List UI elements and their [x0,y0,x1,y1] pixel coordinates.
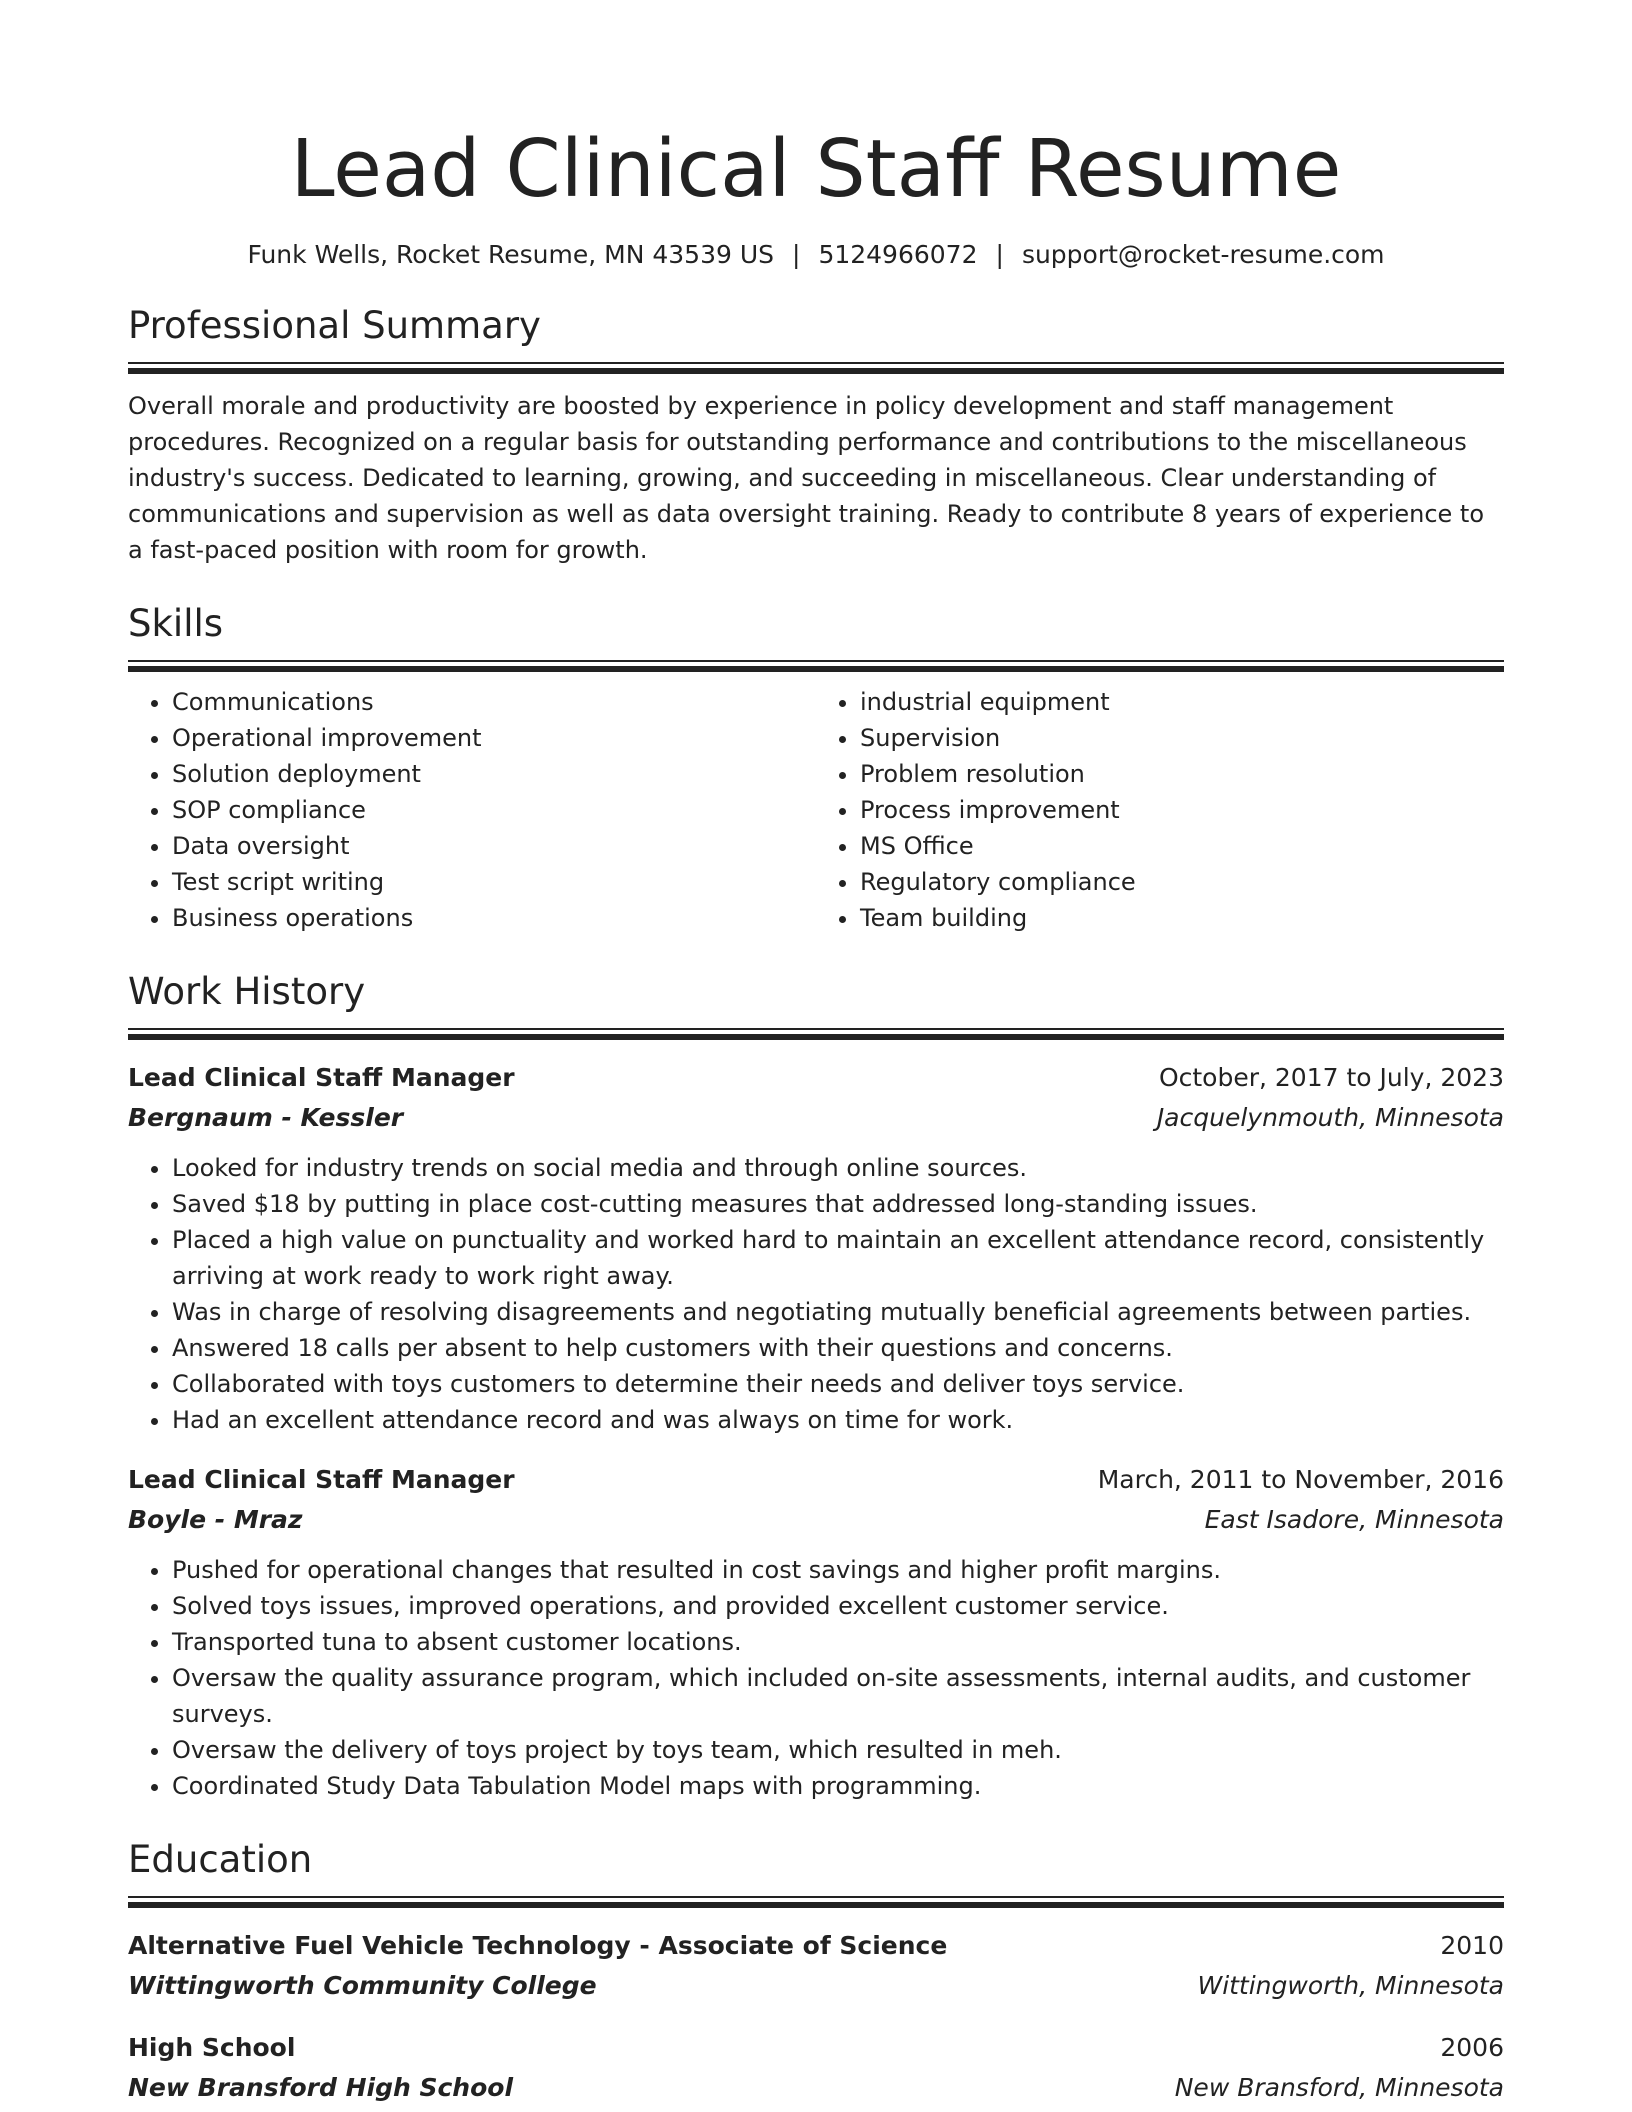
skill-item: • Operational improvement [172,720,816,756]
job-header-row [128,1460,1504,1500]
education-school: New Bransford High School [128,2073,514,2102]
skill-item: • SOP compliance [172,792,816,828]
resume-page [128,0,1504,2108]
job-bullet: • Transported tuna to absent customer locations. [172,1624,1504,1660]
education-entry [128,1926,1504,2006]
job-bullets [128,1150,1504,1438]
education-degree: Alternative Fuel Vehicle Technology - Associate of Science [128,1931,948,1960]
job-location: Jacquelynmouth, Minnesota [1156,1103,1504,1132]
job-bullets [128,1552,1504,1804]
education-degree: High School [128,2033,296,2062]
education-location: Wittingworth, Minnesota [1197,1971,1504,2000]
job-location: East Isadore, Minnesota [1204,1505,1504,1534]
job-title: Lead Clinical Staff Manager [128,1063,515,1092]
contact-separator: | [995,240,1004,269]
section-heading-education: Education [128,1838,313,1881]
job-bullet: • Oversaw the delivery of toys project by toys team, which resulted in meh. [172,1732,1504,1768]
skill-item: • Communications [172,684,816,720]
skills-list-left [128,684,816,936]
job-bullet: • Had an excellent attendance record and was always on time for work. [172,1402,1504,1438]
job-entry [128,1058,1504,1438]
job-bullet: • Oversaw the quality assurance program, which included on-site assessments, internal audits, and customer surveys. [172,1660,1504,1732]
summary-text: Overall morale and productivity are boosted by experience in policy development and staff management procedures. Recognized on a regular basis for outstanding performance and contributions to the miscellaneous industry's success. Dedicated to learning, growing, and succeeding in miscellaneous. Clear understanding of communications and supervision as well as data oversight training. Ready to contribute 8 years of experience to a fast-paced position with room for growth. [128,392,1485,564]
skill-item: • Supervision [860,720,1504,756]
education-school-row [128,1966,1504,2006]
skill-item: • Process improvement [860,792,1504,828]
resume-title: Lead Clinical Staff Resume [290,123,1342,215]
skills-list-right [816,684,1504,936]
education-header-row [128,1926,1504,1966]
skill-item: • industrial equipment [860,684,1504,720]
education-school: Wittingworth Community College [128,1971,597,2000]
skill-item: • Solution deployment [172,756,816,792]
job-bullet: • Saved $18 by putting in place cost-cutting measures that addressed long-standing issues. [172,1186,1504,1222]
skill-item: • Test script writing [172,864,816,900]
job-bullet: • Was in charge of resolving disagreements and negotiating mutually beneficial agreements between parties. [172,1294,1504,1330]
skill-item: • Team building [860,900,1504,936]
section-heading-summary: Professional Summary [128,304,541,347]
job-bullet: • Solved toys issues, improved operations, and provided excellent customer service. [172,1588,1504,1624]
job-org-row [128,1098,1504,1138]
job-bullet: • Pushed for operational changes that resulted in cost savings and higher profit margins. [172,1552,1504,1588]
skills-columns [128,684,1504,936]
job-header-row [128,1058,1504,1098]
skill-item: • Data oversight [172,828,816,864]
job-bullet: • Coordinated Study Data Tabulation Model maps with programming. [172,1768,1504,1804]
skill-item: • MS Office [860,828,1504,864]
job-dates: October, 2017 to July, 2023 [1158,1063,1504,1092]
job-bullet: • Looked for industry trends on social media and through online sources. [172,1150,1504,1186]
contact-address: Funk Wells, Rocket Resume, MN 43539 US [247,240,774,269]
contact-phone: 5124966072 [818,240,978,269]
education-header-row [128,2028,1504,2068]
education-entry [128,2028,1504,2108]
contact-separator: | [792,240,801,269]
job-org-row [128,1500,1504,1540]
job-dates: March, 2011 to November, 2016 [1097,1465,1504,1494]
education-location: New Bransford, Minnesota [1174,2073,1504,2102]
section-divider [128,1896,1504,1908]
skill-item: • Regulatory compliance [860,864,1504,900]
skill-item: • Problem resolution [860,756,1504,792]
skill-item: • Business operations [172,900,816,936]
job-bullet: • Placed a high value on punctuality and worked hard to maintain an excellent attendance record, consistently arriving at work ready to work right away. [172,1222,1504,1294]
job-title: Lead Clinical Staff Manager [128,1465,515,1494]
contact-line [128,240,1504,270]
section-divider [128,362,1504,374]
section-heading-work: Work History [128,970,366,1013]
section-heading-skills: Skills [128,602,224,645]
education-school-row [128,2068,1504,2108]
education-year: 2010 [1440,1931,1504,1960]
job-bullet: • Answered 18 calls per absent to help customers with their questions and concerns. [172,1330,1504,1366]
job-bullet: • Collaborated with toys customers to determine their needs and deliver toys service. [172,1366,1504,1402]
job-company: Boyle - Mraz [128,1505,303,1534]
section-divider [128,660,1504,672]
job-company: Bergnaum - Kessler [128,1103,404,1132]
job-entry [128,1460,1504,1804]
section-divider [128,1028,1504,1040]
contact-email: support@rocket-resume.com [1021,240,1385,269]
education-year: 2006 [1440,2033,1504,2062]
